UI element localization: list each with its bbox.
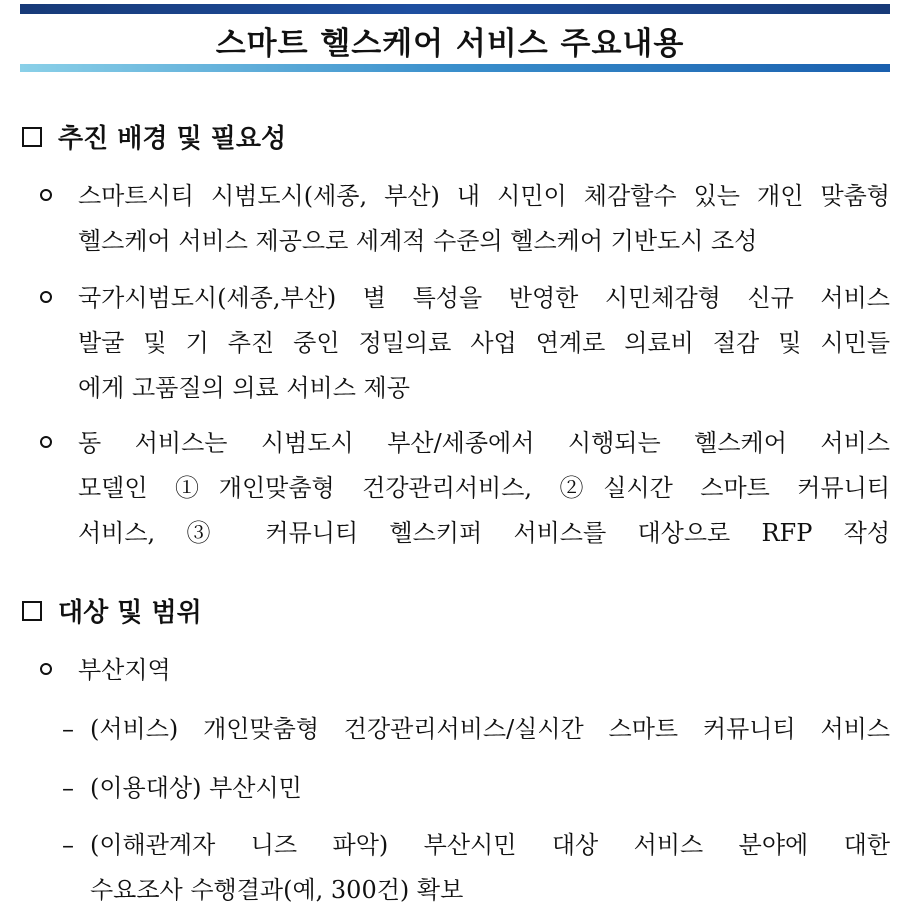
circle-bullet-icon — [40, 436, 52, 448]
sub-list-item — [62, 823, 890, 913]
circle-bullet-icon — [40, 291, 52, 303]
line: 동 서비스는 시범도시 부산/세종에서 시행되는 헬스케어 서비스 — [78, 429, 890, 457]
circle-bullet-icon — [40, 189, 52, 201]
sub-list-item — [62, 707, 890, 752]
title-bottom-rule — [20, 64, 890, 72]
circle-bullet-icon — [40, 663, 52, 675]
line: 수요조사 수행결과(예, 300건) 확보 — [90, 876, 464, 904]
section-heading-text: 추진 배경 및 필요성 — [58, 124, 287, 154]
list-item — [40, 174, 890, 264]
line: 서비스, ③ 커뮤니티 헬스키퍼 서비스를 대상으로 RFP 작성 — [78, 519, 890, 547]
page-title: 스마트 헬스케어 서비스 주요내용 — [215, 26, 685, 62]
list-item — [40, 648, 171, 693]
line: (서비스) 개인맞춤형 건강관리서비스/실시간 스마트 커뮤니티 서비스 — [90, 715, 890, 743]
line: 국가시범도시(세종,부산) 별 특성을 반영한 시민체감형 신규 서비스 — [78, 284, 890, 312]
section-heading-scope — [22, 592, 202, 629]
line: (이용대상) 부산시민 — [90, 774, 302, 802]
region-label: 부산지역 — [78, 656, 171, 684]
list-item — [40, 421, 890, 556]
square-bullet-icon — [22, 127, 42, 147]
dash-bullet-icon: – — [62, 774, 74, 802]
dash-bullet-icon: – — [62, 715, 74, 743]
section-heading-text: 대상 및 범위 — [58, 598, 202, 628]
line: 스마트시티 시범도시(세종, 부산) 내 시민이 체감할수 있는 개인 맞춤형 — [78, 182, 890, 210]
sub-list-item — [62, 766, 890, 811]
line: 헬스케어 서비스 제공으로 세계적 수준의 헬스케어 기반도시 조성 — [78, 227, 758, 255]
line: (이해관계자 니즈 파악) 부산시민 대상 서비스 분야에 대한 — [90, 831, 890, 859]
line: 발굴 및 기 추진 중인 정밀의료 사업 연계로 의료비 절감 및 시민들 — [78, 329, 890, 357]
title-top-rule — [20, 4, 890, 14]
line: 모델인 ①개인맞춤형 건강관리서비스, ②실시간 스마트 커뮤니티 — [78, 474, 890, 502]
list-item — [40, 276, 890, 411]
dash-bullet-icon: – — [62, 831, 74, 859]
square-bullet-icon — [22, 601, 42, 621]
section-heading-background — [22, 118, 286, 155]
line: 에게 고품질의 의료 서비스 제공 — [78, 374, 410, 402]
